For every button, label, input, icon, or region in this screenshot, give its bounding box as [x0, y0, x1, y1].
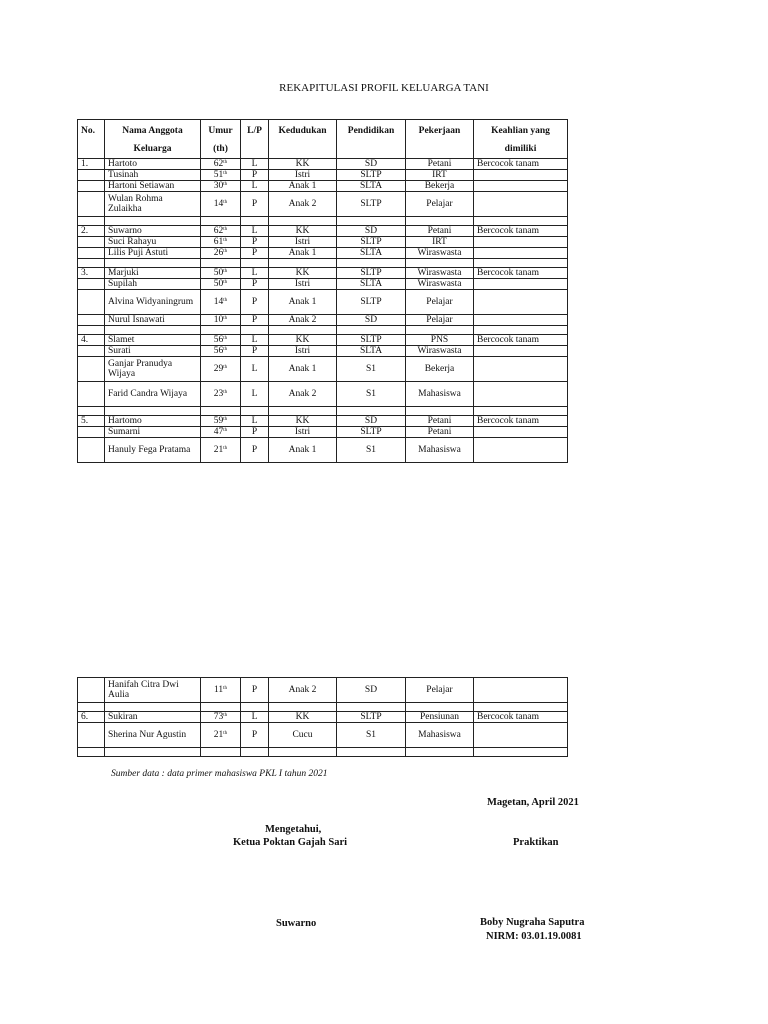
- cell-lp: L: [241, 335, 269, 346]
- cell-kedudukan: Cucu: [269, 723, 337, 748]
- cell-pekerjaan: Petani: [406, 427, 474, 438]
- cell-lp: P: [241, 723, 269, 748]
- cell-nama: [105, 259, 201, 268]
- table-row: [78, 170, 568, 181]
- cell-pendidikan: SLTA: [337, 346, 406, 357]
- cell-keahlian: Bercocok tanam: [474, 226, 568, 237]
- cell-lp: P: [241, 290, 269, 315]
- cell-pendidikan: S1: [337, 723, 406, 748]
- cell-pekerjaan: Wiraswasta: [406, 248, 474, 259]
- cell-keahlian: [474, 170, 568, 181]
- cell-pendidikan: SLTA: [337, 248, 406, 259]
- cell-umur: 73th: [201, 712, 241, 723]
- cell-kedudukan: KK: [269, 226, 337, 237]
- header-lp: L/P: [241, 120, 269, 159]
- cell-umur: 61th: [201, 237, 241, 248]
- table-row: [78, 427, 568, 438]
- cell-keahlian: [474, 248, 568, 259]
- header-umur: Umur (th): [201, 120, 241, 159]
- cell-kedudukan: Anak 2: [269, 678, 337, 703]
- cell-lp: L: [241, 357, 269, 382]
- cell-keahlian: [474, 703, 568, 712]
- table-row: [78, 315, 568, 326]
- cell-keahlian: [474, 357, 568, 382]
- cell-pekerjaan: [406, 407, 474, 416]
- table-row: [78, 181, 568, 192]
- cell-no: [78, 181, 105, 192]
- table-row: [78, 416, 568, 427]
- cell-lp: L: [241, 181, 269, 192]
- cell-keahlian: Bercocok tanam: [474, 335, 568, 346]
- cell-no: [78, 346, 105, 357]
- cell-lp: P: [241, 248, 269, 259]
- cell-pekerjaan: Pelajar: [406, 192, 474, 217]
- cell-pendidikan: SLTP: [337, 712, 406, 723]
- cell-pendidikan: SD: [337, 678, 406, 703]
- cell-no: [78, 723, 105, 748]
- family-profile-table: [77, 119, 568, 463]
- cell-nama: Nurul Isnawati: [105, 315, 201, 326]
- cell-kedudukan: Anak 1: [269, 438, 337, 463]
- cell-lp: [241, 217, 269, 226]
- cell-lp: [241, 703, 269, 712]
- cell-lp: P: [241, 678, 269, 703]
- cell-pekerjaan: [406, 259, 474, 268]
- right-sign-role: Praktikan: [513, 837, 559, 848]
- cell-keahlian: [474, 259, 568, 268]
- table-row: [78, 438, 568, 463]
- cell-keahlian: Bercocok tanam: [474, 712, 568, 723]
- cell-pendidikan: SD: [337, 159, 406, 170]
- cell-no: 5.: [78, 416, 105, 427]
- cell-nama: Hartoto: [105, 159, 201, 170]
- cell-nama: Sukiran: [105, 712, 201, 723]
- cell-kedudukan: Istri: [269, 170, 337, 181]
- cell-pendidikan: SLTA: [337, 279, 406, 290]
- table-row: [78, 357, 568, 382]
- cell-pendidikan: SD: [337, 315, 406, 326]
- source-note: Sumber data : data primer mahasiswa PKL I tahun 2021: [111, 769, 328, 779]
- cell-kedudukan: Anak 2: [269, 315, 337, 326]
- cell-no: 1.: [78, 159, 105, 170]
- cell-umur: [201, 326, 241, 335]
- header-nama: Nama Anggota Keluarga: [105, 120, 201, 159]
- table-row: [78, 268, 568, 279]
- left-sign-line1: Mengetahui,: [265, 824, 322, 835]
- cell-nama: Wulan Rohma Zulaikha: [105, 192, 201, 217]
- cell-pendidikan: [337, 217, 406, 226]
- cell-no: [78, 326, 105, 335]
- cell-umur: 56th: [201, 346, 241, 357]
- left-sign-name: Suwarno: [276, 918, 317, 929]
- cell-pekerjaan: Wiraswasta: [406, 279, 474, 290]
- cell-keahlian: [474, 315, 568, 326]
- cell-keahlian: [474, 723, 568, 748]
- cell-umur: 26th: [201, 248, 241, 259]
- cell-kedudukan: [269, 259, 337, 268]
- cell-pekerjaan: Mahasiswa: [406, 723, 474, 748]
- cell-pendidikan: SD: [337, 226, 406, 237]
- cell-lp: L: [241, 712, 269, 723]
- table-spacer-row: [78, 703, 568, 712]
- cell-pekerjaan: Mahasiswa: [406, 382, 474, 407]
- table-row: [78, 159, 568, 170]
- cell-keahlian: [474, 181, 568, 192]
- cell-umur: 62th: [201, 226, 241, 237]
- cell-kedudukan: [269, 748, 337, 757]
- cell-umur: [201, 407, 241, 416]
- cell-no: 4.: [78, 335, 105, 346]
- cell-kedudukan: Anak 1: [269, 357, 337, 382]
- cell-nama: [105, 748, 201, 757]
- header-kedudukan: Kedudukan: [269, 120, 337, 159]
- cell-nama: [105, 326, 201, 335]
- cell-kedudukan: KK: [269, 159, 337, 170]
- right-sign-name: Boby Nugraha Saputra: [480, 917, 585, 928]
- cell-pendidikan: SLTP: [337, 268, 406, 279]
- cell-umur: 29th: [201, 357, 241, 382]
- cell-no: [78, 382, 105, 407]
- cell-no: [78, 357, 105, 382]
- cell-no: [78, 248, 105, 259]
- cell-no: 3.: [78, 268, 105, 279]
- cell-pekerjaan: Petani: [406, 416, 474, 427]
- cell-nama: [105, 217, 201, 226]
- cell-lp: [241, 326, 269, 335]
- cell-nama: Sherina Nur Agustin: [105, 723, 201, 748]
- cell-nama: Tusinah: [105, 170, 201, 181]
- right-sign-nirm: NIRM: 03.01.19.0081: [486, 931, 582, 942]
- cell-pekerjaan: Bekerja: [406, 181, 474, 192]
- cell-no: [78, 259, 105, 268]
- cell-no: [78, 290, 105, 315]
- cell-umur: 47th: [201, 427, 241, 438]
- table-row: [78, 290, 568, 315]
- cell-lp: P: [241, 192, 269, 217]
- cell-umur: 21th: [201, 723, 241, 748]
- cell-nama: [105, 703, 201, 712]
- cell-kedudukan: Istri: [269, 346, 337, 357]
- table-spacer-row: [78, 259, 568, 268]
- cell-nama: Alvina Widyaningrum: [105, 290, 201, 315]
- cell-lp: [241, 748, 269, 757]
- cell-nama: Surati: [105, 346, 201, 357]
- cell-pendidikan: SLTP: [337, 290, 406, 315]
- cell-pendidikan: [337, 259, 406, 268]
- cell-pekerjaan: Bekerja: [406, 357, 474, 382]
- cell-no: [78, 678, 105, 703]
- cell-nama: Lilis Puji Astuti: [105, 248, 201, 259]
- cell-nama: Farid Candra Wijaya: [105, 382, 201, 407]
- cell-pendidikan: SLTP: [337, 170, 406, 181]
- cell-pekerjaan: [406, 748, 474, 757]
- cell-pendidikan: SLTP: [337, 192, 406, 217]
- cell-kedudukan: [269, 703, 337, 712]
- cell-pendidikan: SLTP: [337, 427, 406, 438]
- cell-umur: 56th: [201, 335, 241, 346]
- table-row: [78, 382, 568, 407]
- cell-kedudukan: Anak 2: [269, 382, 337, 407]
- cell-pendidikan: SD: [337, 416, 406, 427]
- cell-umur: 11th: [201, 678, 241, 703]
- cell-nama: Hartomo: [105, 416, 201, 427]
- cell-kedudukan: Anak 2: [269, 192, 337, 217]
- cell-keahlian: [474, 217, 568, 226]
- cell-pekerjaan: Petani: [406, 159, 474, 170]
- left-sign-line2: Ketua Poktan Gajah Sari: [233, 837, 348, 848]
- header-no: No.: [78, 120, 105, 159]
- cell-pekerjaan: [406, 326, 474, 335]
- cell-keahlian: Bercocok tanam: [474, 159, 568, 170]
- cell-nama: Hanuly Fega Pratama: [105, 438, 201, 463]
- place-date: Magetan, April 2021: [487, 797, 579, 808]
- cell-umur: 62th: [201, 159, 241, 170]
- cell-keahlian: [474, 748, 568, 757]
- cell-pendidikan: SLTP: [337, 335, 406, 346]
- table-row: [78, 678, 568, 703]
- document-title: REKAPITULASI PROFIL KELUARGA TANI: [279, 82, 489, 94]
- cell-umur: 23th: [201, 382, 241, 407]
- cell-lp: L: [241, 416, 269, 427]
- cell-umur: 50th: [201, 268, 241, 279]
- cell-umur: 14th: [201, 192, 241, 217]
- cell-lp: P: [241, 427, 269, 438]
- table-row: [78, 723, 568, 748]
- cell-keahlian: [474, 407, 568, 416]
- cell-lp: P: [241, 315, 269, 326]
- cell-nama: Sumarni: [105, 427, 201, 438]
- cell-no: [78, 279, 105, 290]
- cell-pekerjaan: Pelajar: [406, 290, 474, 315]
- cell-keahlian: [474, 237, 568, 248]
- cell-umur: [201, 217, 241, 226]
- cell-no: [78, 315, 105, 326]
- cell-pendidikan: [337, 326, 406, 335]
- cell-kedudukan: KK: [269, 712, 337, 723]
- cell-umur: 59th: [201, 416, 241, 427]
- cell-pendidikan: [337, 703, 406, 712]
- cell-no: [78, 703, 105, 712]
- cell-kedudukan: KK: [269, 268, 337, 279]
- cell-lp: P: [241, 170, 269, 181]
- cell-pekerjaan: PNS: [406, 335, 474, 346]
- cell-keahlian: [474, 678, 568, 703]
- cell-pekerjaan: [406, 703, 474, 712]
- cell-no: [78, 170, 105, 181]
- header-pekerjaan: Pekerjaan: [406, 120, 474, 159]
- header-keahlian: Keahlian yang dimiliki: [474, 120, 568, 159]
- cell-keahlian: Bercocok tanam: [474, 268, 568, 279]
- cell-lp: P: [241, 237, 269, 248]
- cell-no: 2.: [78, 226, 105, 237]
- cell-nama: [105, 407, 201, 416]
- cell-lp: L: [241, 159, 269, 170]
- table-row: [78, 279, 568, 290]
- cell-kedudukan: [269, 217, 337, 226]
- cell-umur: 21th: [201, 438, 241, 463]
- cell-keahlian: [474, 438, 568, 463]
- cell-umur: 14th: [201, 290, 241, 315]
- cell-lp: L: [241, 226, 269, 237]
- cell-nama: Hanifah Citra Dwi Aulia: [105, 678, 201, 703]
- cell-nama: Slamet: [105, 335, 201, 346]
- cell-kedudukan: Istri: [269, 427, 337, 438]
- family-profile-table-continued: [77, 677, 568, 757]
- cell-umur: [201, 259, 241, 268]
- table-row: [78, 346, 568, 357]
- table-body: [78, 159, 568, 463]
- cell-kedudukan: Anak 1: [269, 181, 337, 192]
- header-pendidikan: Pendidikan: [337, 120, 406, 159]
- table-row: [78, 712, 568, 723]
- cell-umur: 30th: [201, 181, 241, 192]
- cell-no: [78, 748, 105, 757]
- table-row: [78, 248, 568, 259]
- table-spacer-row: [78, 326, 568, 335]
- cell-pekerjaan: Pelajar: [406, 678, 474, 703]
- cell-lp: P: [241, 346, 269, 357]
- cell-pekerjaan: Wiraswasta: [406, 346, 474, 357]
- cell-lp: P: [241, 438, 269, 463]
- cell-keahlian: [474, 290, 568, 315]
- cell-nama: Hartoni Setiawan: [105, 181, 201, 192]
- table-spacer-row: [78, 217, 568, 226]
- cell-pendidikan: [337, 407, 406, 416]
- cell-lp: [241, 259, 269, 268]
- table-row: [78, 192, 568, 217]
- cell-pekerjaan: IRT: [406, 170, 474, 181]
- cell-kedudukan: [269, 326, 337, 335]
- table-row: [78, 226, 568, 237]
- cell-pendidikan: SLTA: [337, 181, 406, 192]
- cell-no: 6.: [78, 712, 105, 723]
- cell-nama: Ganjar Pranudya Wijaya: [105, 357, 201, 382]
- cell-kedudukan: KK: [269, 416, 337, 427]
- cell-no: [78, 237, 105, 248]
- cell-kedudukan: KK: [269, 335, 337, 346]
- cell-lp: L: [241, 382, 269, 407]
- cell-pendidikan: [337, 748, 406, 757]
- cell-keahlian: [474, 192, 568, 217]
- cell-no: [78, 192, 105, 217]
- cell-kedudukan: Anak 1: [269, 248, 337, 259]
- cell-umur: [201, 748, 241, 757]
- cell-umur: 51th: [201, 170, 241, 181]
- cell-keahlian: [474, 279, 568, 290]
- cell-kedudukan: Istri: [269, 279, 337, 290]
- table-spacer-row: [78, 748, 568, 757]
- cell-no: [78, 438, 105, 463]
- table-body-continued: [78, 678, 568, 757]
- cell-keahlian: [474, 346, 568, 357]
- cell-lp: P: [241, 279, 269, 290]
- cell-umur: 50th: [201, 279, 241, 290]
- cell-keahlian: [474, 326, 568, 335]
- cell-pekerjaan: Wiraswasta: [406, 268, 474, 279]
- cell-kedudukan: [269, 407, 337, 416]
- cell-keahlian: [474, 382, 568, 407]
- cell-nama: Marjuki: [105, 268, 201, 279]
- cell-pekerjaan: Mahasiswa: [406, 438, 474, 463]
- cell-umur: 10th: [201, 315, 241, 326]
- cell-kedudukan: Anak 1: [269, 290, 337, 315]
- cell-nama: Suci Rahayu: [105, 237, 201, 248]
- cell-pendidikan: SLTP: [337, 237, 406, 248]
- cell-nama: Suwarno: [105, 226, 201, 237]
- cell-nama: Supilah: [105, 279, 201, 290]
- cell-pendidikan: S1: [337, 438, 406, 463]
- cell-keahlian: [474, 427, 568, 438]
- cell-pekerjaan: Pensiunan: [406, 712, 474, 723]
- cell-pendidikan: S1: [337, 357, 406, 382]
- cell-umur: [201, 703, 241, 712]
- table-header-row: [78, 120, 568, 159]
- cell-pekerjaan: [406, 217, 474, 226]
- table-row: [78, 237, 568, 248]
- cell-pendidikan: S1: [337, 382, 406, 407]
- cell-keahlian: Bercocok tanam: [474, 416, 568, 427]
- cell-pekerjaan: Petani: [406, 226, 474, 237]
- cell-no: [78, 217, 105, 226]
- table-spacer-row: [78, 407, 568, 416]
- cell-pekerjaan: IRT: [406, 237, 474, 248]
- cell-lp: [241, 407, 269, 416]
- cell-kedudukan: Istri: [269, 237, 337, 248]
- cell-no: [78, 407, 105, 416]
- cell-no: [78, 427, 105, 438]
- cell-pekerjaan: Pelajar: [406, 315, 474, 326]
- cell-lp: L: [241, 268, 269, 279]
- table-row: [78, 335, 568, 346]
